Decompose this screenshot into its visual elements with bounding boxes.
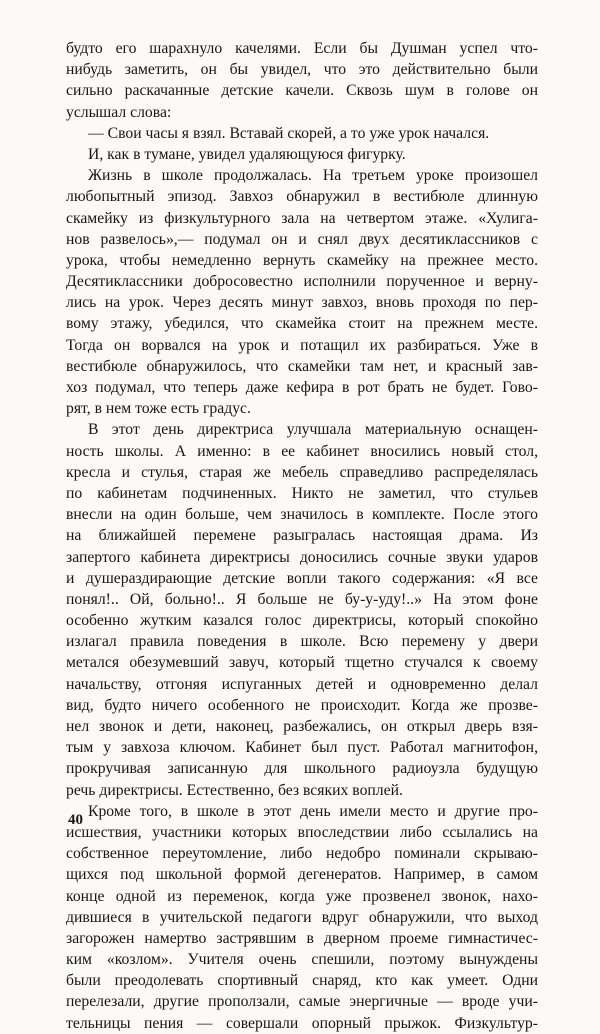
text-line: были преодолевать спортивный снаряд, кто как умеет. Одни xyxy=(66,972,538,990)
text-line: Жизнь в школе продолжалась. На третьем уроке произошел xyxy=(88,167,538,185)
text-line: В этот день директриса улучшала материальную оснащен- xyxy=(88,421,538,439)
text-line: Десятиклассники добросовестно исполнили порученное и верну- xyxy=(66,273,538,291)
text-line: дившиеся в учительской педагоги вдруг обнаружили, что выход xyxy=(66,908,538,926)
text-line: Тогда он ворвался на урок и потащил их разбираться. Уже в xyxy=(66,336,538,354)
text-line: хоз подумал, что теперь даже кефира в рот брать не будет. Гово- xyxy=(66,379,538,396)
text-line: по кабинетам подчиненных. Никто не заметил, что стульев xyxy=(66,484,538,502)
text-line: сильно раскачанные детские качели. Сквозь шум в голове он xyxy=(66,82,538,100)
text-line: вестибюле обнаружилось, что скамейки там нет, и красный зав- xyxy=(66,357,538,375)
body-text xyxy=(66,38,538,1034)
text-line: конце одной из переменок, когда уже прозвенел звонок, нахо- xyxy=(66,887,538,905)
text-line: нов развелось»,— подумал он и снял двух десятиклассников с xyxy=(66,230,538,248)
text-line: и душераздирающие детские вопли такого содержания: «Я все xyxy=(66,569,538,587)
text-line: собственное переутомление, либо недобро поминали скрываю- xyxy=(66,845,538,863)
text-line: Кроме того, в школе в этот день имели место и другие про- xyxy=(88,802,538,820)
text-line: тельницы пения — совершали опорный прыжок. Физкультур- xyxy=(66,1014,538,1032)
text-line: щихся под школьной формой дегенератов. Например, в самом xyxy=(66,866,538,884)
text-line: запертого кабинета директрисы доносились сочные звуки ударов xyxy=(66,548,538,566)
text-line: тым у завхоза ключом. Кабинет был пуст. Работал магнитофон, xyxy=(66,739,538,757)
text-line: понял!.. Ой, больно!.. Я больше не бу-у-уду!..» На этом фоне xyxy=(66,590,538,608)
text-line: загорожен намертво застрявшим в дверном проеме гимнастичес- xyxy=(66,929,538,947)
text-line: будто его шарахнуло качелями. Если бы Душман успел что- xyxy=(66,40,538,57)
text-line: — Свои часы я взял. Вставай скорей, а то уже урок начался. xyxy=(88,124,490,142)
text-line: прокручивая записанную для школьного радиоузла будущую xyxy=(66,760,538,778)
text-line: излагал правила поведения в школе. Всю перемену у двери xyxy=(66,633,538,651)
text-line: начальству, отгоняя испуганных детей и одновременно делал xyxy=(66,675,538,693)
text-line: услышал слова: xyxy=(66,103,172,121)
text-line: любопытный эпизод. Завхоз обнаружил в вестибюле длинную xyxy=(66,188,538,206)
text-line: на ближайшей перемене разыгралась настоящая драма. Из xyxy=(66,527,538,545)
text-line: И, как в тумане, увидел удаляющуюся фигурку. xyxy=(88,145,406,163)
text-line: особенно жутким казался голос директрисы, который спокойно xyxy=(66,612,538,630)
text-line: перелезали, другие проползали, самые энергичные — вроде учи- xyxy=(66,993,538,1011)
text-line: нибудь заметить, он бы увидел, что это действительно были xyxy=(66,61,538,79)
text-line: исшествия, участники которых впоследствии либо ссылались на xyxy=(66,823,538,841)
text-line: нел звонок и дети, наконец, разбежались, он открыл дверь взя- xyxy=(66,718,538,735)
text-line: рят, в нем тоже есть градус. xyxy=(66,400,251,418)
text-line: вому этажу, убедился, что скамейка стоит на прежнем месте. xyxy=(66,315,538,333)
page-number: 40 xyxy=(68,812,83,828)
text-line: скамейку из физкультурного зала на четвертом этаже. «Хулига- xyxy=(66,209,538,227)
text-line: ким «козлом». Учителя очень спешили, поэтому вынуждены xyxy=(66,951,538,969)
text-line: внесли на один больше, чем значилось в комплекте. После этого xyxy=(66,506,538,524)
text-line: речь директрисы. Естественно, без всяких воплей. xyxy=(66,781,403,799)
text-line: вид, будто ничего особенного не происходит. Когда же прозве- xyxy=(66,696,538,714)
text-line: лись на урок. Через десять минут завхоз, вновь проходя по пер- xyxy=(66,294,538,312)
text-line: кресла и стулья, старая же мебель справедливо распределялась xyxy=(66,463,538,481)
text-line: ность школы. А именно: в ее кабинет вносились новый стол, xyxy=(66,442,538,460)
text-line: метался обезумевший завуч, который тщетно стучался к своему xyxy=(66,654,538,672)
text-line: урока, чтобы немедленно вернуть скамейку на прежнее место. xyxy=(66,251,538,269)
